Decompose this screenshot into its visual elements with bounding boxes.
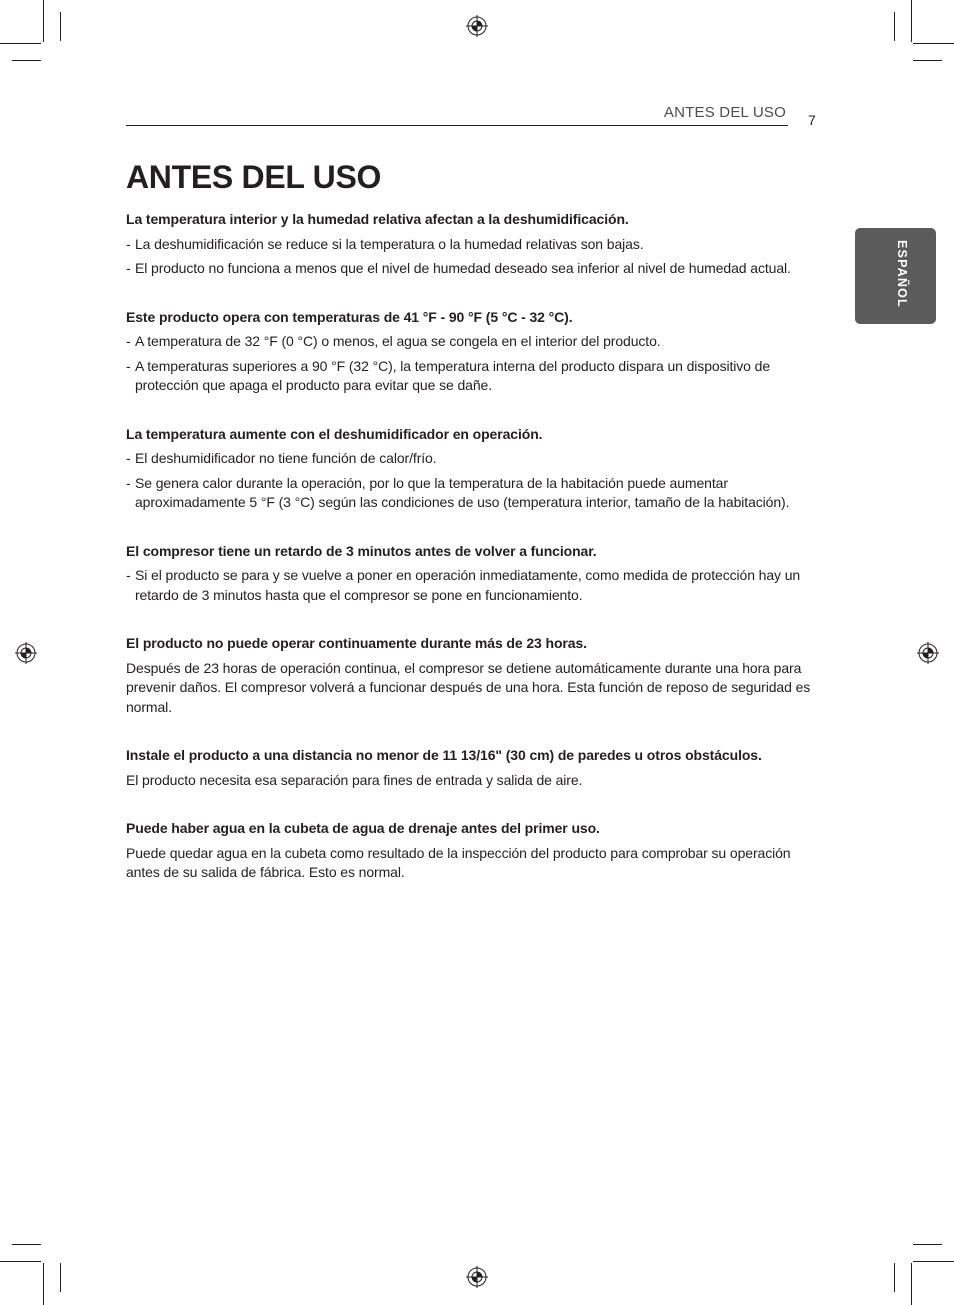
bullet-dash: -: [126, 450, 131, 466]
bullet-text: A temperatura de 32 °F (0 °C) o menos, el agua se congela en el interior del producto.: [135, 333, 661, 349]
section: [126, 819, 826, 883]
bullet-dash: -: [126, 567, 131, 583]
section: [126, 746, 826, 790]
bullet-item: [126, 332, 826, 352]
section-heading: La temperatura interior y la humedad relativa afectan a la deshumidificación.: [126, 211, 629, 227]
registration-mark-icon: [466, 1266, 488, 1288]
bullet-text: A temperaturas superiores a 90 °F (32 °C), la temperatura interna del producto dispara un dispositivo de protección que apaga el producto para evitar que se dañe.: [135, 357, 771, 393]
section: [126, 308, 826, 396]
section: [126, 542, 826, 606]
crop-mark: [12, 1244, 41, 1245]
crop-mark: [911, 1263, 912, 1305]
bullet-dash: -: [126, 260, 131, 276]
bullet-dash: -: [126, 235, 131, 252]
crop-mark: [913, 60, 942, 61]
bullet-item: [126, 259, 826, 279]
bullet-text: Si el producto se para y se vuelve a poner en operación inmediatamente, como medida de protección hay un retardo de 3 minutos hasta que el compresor se pone en funcionamiento.: [135, 567, 801, 603]
crop-mark: [43, 1263, 44, 1305]
section: [126, 425, 826, 513]
bullet-item: [126, 357, 826, 396]
section-paragraph: Después de 23 horas de operación continua, el compresor se detiene automáticamente durante una hora para prevenir daños. El compresor volverá a funcionar después de una hora. Esta función de reposo de seguridad es normal.: [126, 659, 811, 715]
bullet-dash: -: [126, 333, 131, 349]
crop-mark: [0, 1261, 41, 1262]
section: [126, 634, 826, 717]
section-paragraph: Puede quedar agua en la cubeta como resultado de la inspección del producto para comprobar su operación antes de su salida de fábrica. Esto es normal.: [126, 844, 791, 880]
section-heading: Instale el producto a una distancia no menor de 11 13/16" (30 cm) de paredes u otros obstáculos.: [126, 747, 762, 763]
crop-mark: [911, 0, 912, 42]
crop-mark: [913, 1261, 954, 1262]
bullet-text: Se genera calor durante la operación, por lo que la temperatura de la habitación puede aumentar aproximadamente 5 °F (3 °C) según las condiciones de uso (temperatura interior, tamaño de la habitación).: [135, 474, 790, 510]
section-paragraph: El producto necesita esa separación para fines de entrada y salida de aire.: [126, 771, 583, 788]
registration-mark-icon: [15, 642, 37, 664]
bullet-item: [126, 474, 826, 513]
crop-mark: [913, 43, 954, 44]
crop-mark: [0, 43, 41, 44]
bullet-dash: -: [126, 474, 131, 491]
page-title: ANTES DEL USO: [126, 159, 382, 195]
section-heading: El producto no puede operar continuamente durante más de 23 horas.: [126, 635, 587, 651]
page-number: 7: [808, 112, 816, 128]
bullet-item: [126, 235, 826, 255]
bullet-item: [126, 449, 826, 469]
section-heading: Este producto opera con temperaturas de 41 °F - 90 °F (5 °C - 32 °C).: [126, 308, 573, 325]
crop-mark: [43, 0, 44, 42]
section-heading: El compresor tiene un retardo de 3 minutos antes de volver a funcionar.: [126, 542, 597, 559]
content-body: [126, 208, 826, 912]
crop-mark: [60, 12, 61, 41]
crop-mark: [894, 1263, 895, 1292]
bullet-item: [126, 566, 826, 605]
language-tab-label: ESPAÑOL: [895, 240, 909, 308]
bullet-text: El deshumidificador no tiene función de calor/frío.: [135, 450, 437, 466]
section-heading: La temperatura aumente con el deshumidificador en operación.: [126, 425, 543, 442]
bullet-text: El producto no funciona a menos que el nivel de humedad deseado sea inferior al nivel de humedad actual.: [135, 260, 791, 276]
section-heading: Puede haber agua en la cubeta de agua de drenaje antes del primer uso.: [126, 820, 600, 836]
section: [126, 210, 826, 279]
registration-mark-icon: [917, 642, 939, 664]
bullet-text: La deshumidificación se reduce si la temperatura o la humedad relativas son bajas.: [135, 235, 644, 252]
crop-mark: [894, 12, 895, 41]
registration-mark-icon: [466, 15, 488, 37]
language-tab: [855, 228, 936, 324]
crop-mark: [12, 60, 41, 61]
running-header: [126, 103, 788, 126]
crop-mark: [60, 1263, 61, 1292]
bullet-dash: -: [126, 357, 131, 374]
crop-mark: [913, 1244, 942, 1245]
running-header-title: ANTES DEL USO: [663, 104, 786, 121]
